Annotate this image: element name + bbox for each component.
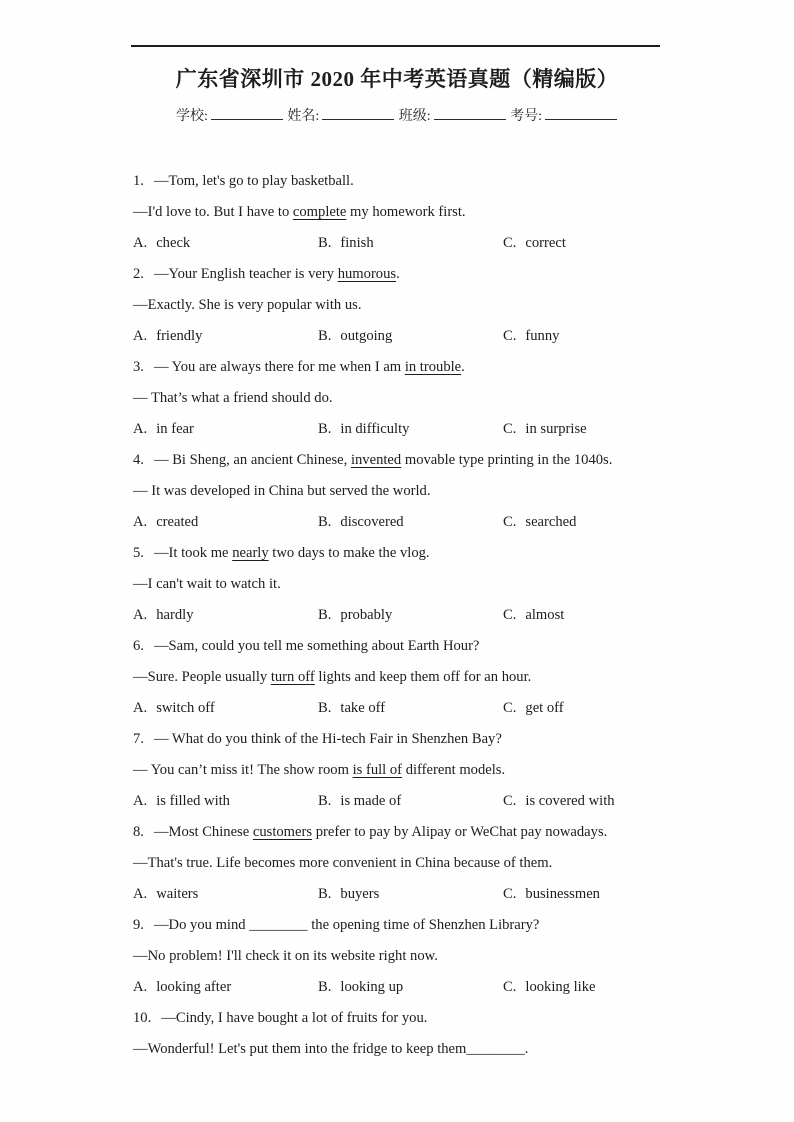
option-text: looking like [525, 979, 596, 995]
option-letter: A. [133, 607, 148, 623]
option-c [503, 228, 676, 259]
line-text: lights and keep them off for an hour. [314, 669, 532, 685]
option-b [318, 228, 503, 259]
question-stem [133, 259, 676, 290]
line-text: —Tom, let's go to play basketball. [153, 173, 354, 189]
question-response [133, 290, 676, 321]
option-c [503, 972, 676, 1003]
question-number: 10. [133, 1010, 152, 1026]
underlined-word: customers [252, 824, 313, 840]
option-text: in difficulty [340, 421, 410, 437]
line-text: . [461, 359, 465, 375]
question-number: 3. [133, 359, 144, 375]
option-letter: C. [503, 328, 517, 344]
option-letter: A. [133, 421, 148, 437]
line-text: my homework first. [346, 204, 466, 220]
option-letter: C. [503, 793, 517, 809]
underlined-word: nearly [232, 545, 269, 561]
option-letter: B. [318, 886, 332, 902]
option-a [133, 786, 318, 817]
question-response [133, 569, 676, 600]
options-row [133, 507, 676, 538]
options-row [133, 600, 676, 631]
option-a [133, 600, 318, 631]
question-stem [133, 817, 676, 848]
option-b [318, 507, 503, 538]
page-title: 广东省深圳市 2020 年中考英语真题（精编版） [175, 67, 619, 91]
line-text: —It took me [153, 545, 233, 561]
line-text: — You can’t miss it! The show room [133, 762, 353, 778]
option-b [318, 786, 503, 817]
option-text: is covered with [525, 793, 615, 809]
header-divider-line [131, 45, 660, 47]
option-letter: C. [503, 607, 517, 623]
option-letter: B. [318, 979, 332, 995]
option-text: searched [525, 514, 577, 530]
question-10 [133, 1003, 676, 1065]
line-text: — Bi Sheng, an ancient Chinese, [153, 452, 351, 468]
line-text: —Cindy, I have bought a lot of fruits for you. [161, 1010, 428, 1026]
option-b [318, 879, 503, 910]
option-c [503, 507, 676, 538]
name-field [287, 104, 395, 125]
question-stem [133, 724, 676, 755]
option-letter: C. [503, 979, 517, 995]
line-text: two days to make the vlog. [268, 545, 430, 561]
school-field [176, 104, 284, 125]
line-text: —Most Chinese [153, 824, 253, 840]
option-letter: C. [503, 514, 517, 530]
line-text: prefer to pay by Alipay or WeChat pay nowadays. [312, 824, 608, 840]
option-c [503, 693, 676, 724]
class-label: 班级: [398, 109, 431, 124]
option-text: get off [525, 700, 564, 716]
question-response [133, 755, 676, 786]
question-response [133, 383, 676, 414]
option-letter: A. [133, 235, 148, 251]
line-text: —Exactly. She is very popular with us. [133, 297, 362, 313]
exam-number-blank-line [545, 104, 617, 120]
question-1 [133, 166, 676, 259]
option-letter: B. [318, 514, 332, 530]
option-c [503, 321, 676, 352]
question-response [133, 197, 676, 228]
exam-number-label: 考号: [510, 109, 543, 124]
question-3 [133, 352, 676, 445]
option-b [318, 321, 503, 352]
question-number: 5. [133, 545, 144, 561]
school-blank-line [211, 104, 283, 120]
question-2 [133, 259, 676, 352]
option-a [133, 507, 318, 538]
option-text: created [156, 514, 199, 530]
option-letter: B. [318, 421, 332, 437]
options-row [133, 228, 676, 259]
option-text: is made of [340, 793, 402, 809]
question-response [133, 662, 676, 693]
option-c [503, 414, 676, 445]
line-text: —Do you mind ________ the opening time of Shenzhen Library? [153, 917, 540, 933]
question-stem [133, 445, 676, 476]
option-text: waiters [156, 886, 199, 902]
line-text: —I can't wait to watch it. [133, 576, 281, 592]
option-a [133, 414, 318, 445]
option-a [133, 972, 318, 1003]
options-row [133, 414, 676, 445]
options-row [133, 972, 676, 1003]
line-text: —No problem! I'll check it on its website right now. [133, 948, 438, 964]
option-b [318, 600, 503, 631]
option-letter: A. [133, 328, 148, 344]
line-text: —Your English teacher is very [153, 266, 338, 282]
question-8 [133, 817, 676, 910]
option-a [133, 321, 318, 352]
question-4 [133, 445, 676, 538]
question-number: 4. [133, 452, 144, 468]
options-row [133, 693, 676, 724]
option-text: correct [525, 235, 566, 251]
underlined-word: complete [292, 204, 347, 220]
question-number: 7. [133, 731, 144, 747]
question-stem [133, 1003, 676, 1034]
option-letter: A. [133, 700, 148, 716]
question-number: 9. [133, 917, 144, 933]
option-text: is filled with [156, 793, 230, 809]
option-b [318, 693, 503, 724]
question-number: 2. [133, 266, 144, 282]
line-text: —Sam, could you tell me something about Earth Hour? [153, 638, 480, 654]
underlined-word: humorous [337, 266, 397, 282]
question-number: 1. [133, 173, 144, 189]
options-row [133, 321, 676, 352]
question-number: 8. [133, 824, 144, 840]
line-text: — It was developed in China but served the world. [133, 483, 431, 499]
option-text: businessmen [525, 886, 600, 902]
question-response [133, 476, 676, 507]
question-6 [133, 631, 676, 724]
question-stem [133, 352, 676, 383]
underlined-word: in trouble [404, 359, 462, 375]
option-a [133, 693, 318, 724]
option-text: almost [525, 607, 565, 623]
question-7 [133, 724, 676, 817]
option-letter: A. [133, 514, 148, 530]
class-blank-line [434, 104, 506, 120]
option-text: in surprise [525, 421, 587, 437]
option-text: in fear [156, 421, 194, 437]
option-text: take off [340, 700, 386, 716]
option-b [318, 414, 503, 445]
option-c [503, 879, 676, 910]
underlined-word: turn off [270, 669, 315, 685]
option-letter: C. [503, 700, 517, 716]
option-letter: A. [133, 886, 148, 902]
line-text: —I'd love to. But I have to [133, 204, 293, 220]
option-c [503, 786, 676, 817]
underlined-word: is full of [352, 762, 403, 778]
class-field [399, 104, 507, 125]
question-response [133, 941, 676, 972]
question-stem [133, 166, 676, 197]
option-letter: A. [133, 979, 148, 995]
option-text: switch off [156, 700, 215, 716]
option-letter: C. [503, 421, 517, 437]
underlined-word: invented [350, 452, 402, 468]
option-text: hardly [156, 607, 194, 623]
question-response [133, 1034, 676, 1065]
option-text: funny [525, 328, 560, 344]
option-a [133, 879, 318, 910]
line-text: . [396, 266, 400, 282]
option-b [318, 972, 503, 1003]
option-text: outgoing [340, 328, 393, 344]
option-letter: A. [133, 793, 148, 809]
line-text: movable type printing in the 1040s. [401, 452, 613, 468]
exam-number-field [510, 104, 618, 125]
option-text: probably [340, 607, 393, 623]
question-5 [133, 538, 676, 631]
question-number: 6. [133, 638, 144, 654]
question-stem [133, 631, 676, 662]
option-a [133, 228, 318, 259]
school-label: 学校: [175, 109, 208, 124]
line-text: different models. [402, 762, 506, 778]
option-text: looking up [340, 979, 404, 995]
option-c [503, 600, 676, 631]
student-info-row [0, 104, 794, 125]
options-row [133, 879, 676, 910]
option-text: buyers [340, 886, 380, 902]
option-letter: C. [503, 886, 517, 902]
question-stem [133, 910, 676, 941]
option-letter: B. [318, 793, 332, 809]
option-text: discovered [340, 514, 404, 530]
option-letter: B. [318, 607, 332, 623]
option-text: finish [340, 235, 374, 251]
question-stem [133, 538, 676, 569]
question-9 [133, 910, 676, 1003]
option-letter: B. [318, 328, 332, 344]
line-text: —Wonderful! Let's put them into the fridge to keep them________. [133, 1041, 529, 1057]
line-text: — What do you think of the Hi-tech Fair in Shenzhen Bay? [153, 731, 502, 747]
name-label: 姓名: [287, 109, 320, 124]
name-blank-line [322, 104, 394, 120]
option-letter: B. [318, 700, 332, 716]
option-text: looking after [156, 979, 232, 995]
line-text: —That's true. Life becomes more convenient in China because of them. [133, 855, 553, 871]
questions-list [133, 166, 676, 1065]
line-text: —Sure. People usually [133, 669, 271, 685]
option-letter: C. [503, 235, 517, 251]
option-text: friendly [156, 328, 203, 344]
line-text: — That’s what a friend should do. [133, 390, 333, 406]
line-text: — You are always there for me when I am [153, 359, 405, 375]
option-text: check [156, 235, 191, 251]
option-letter: B. [318, 235, 332, 251]
options-row [133, 786, 676, 817]
question-response [133, 848, 676, 879]
